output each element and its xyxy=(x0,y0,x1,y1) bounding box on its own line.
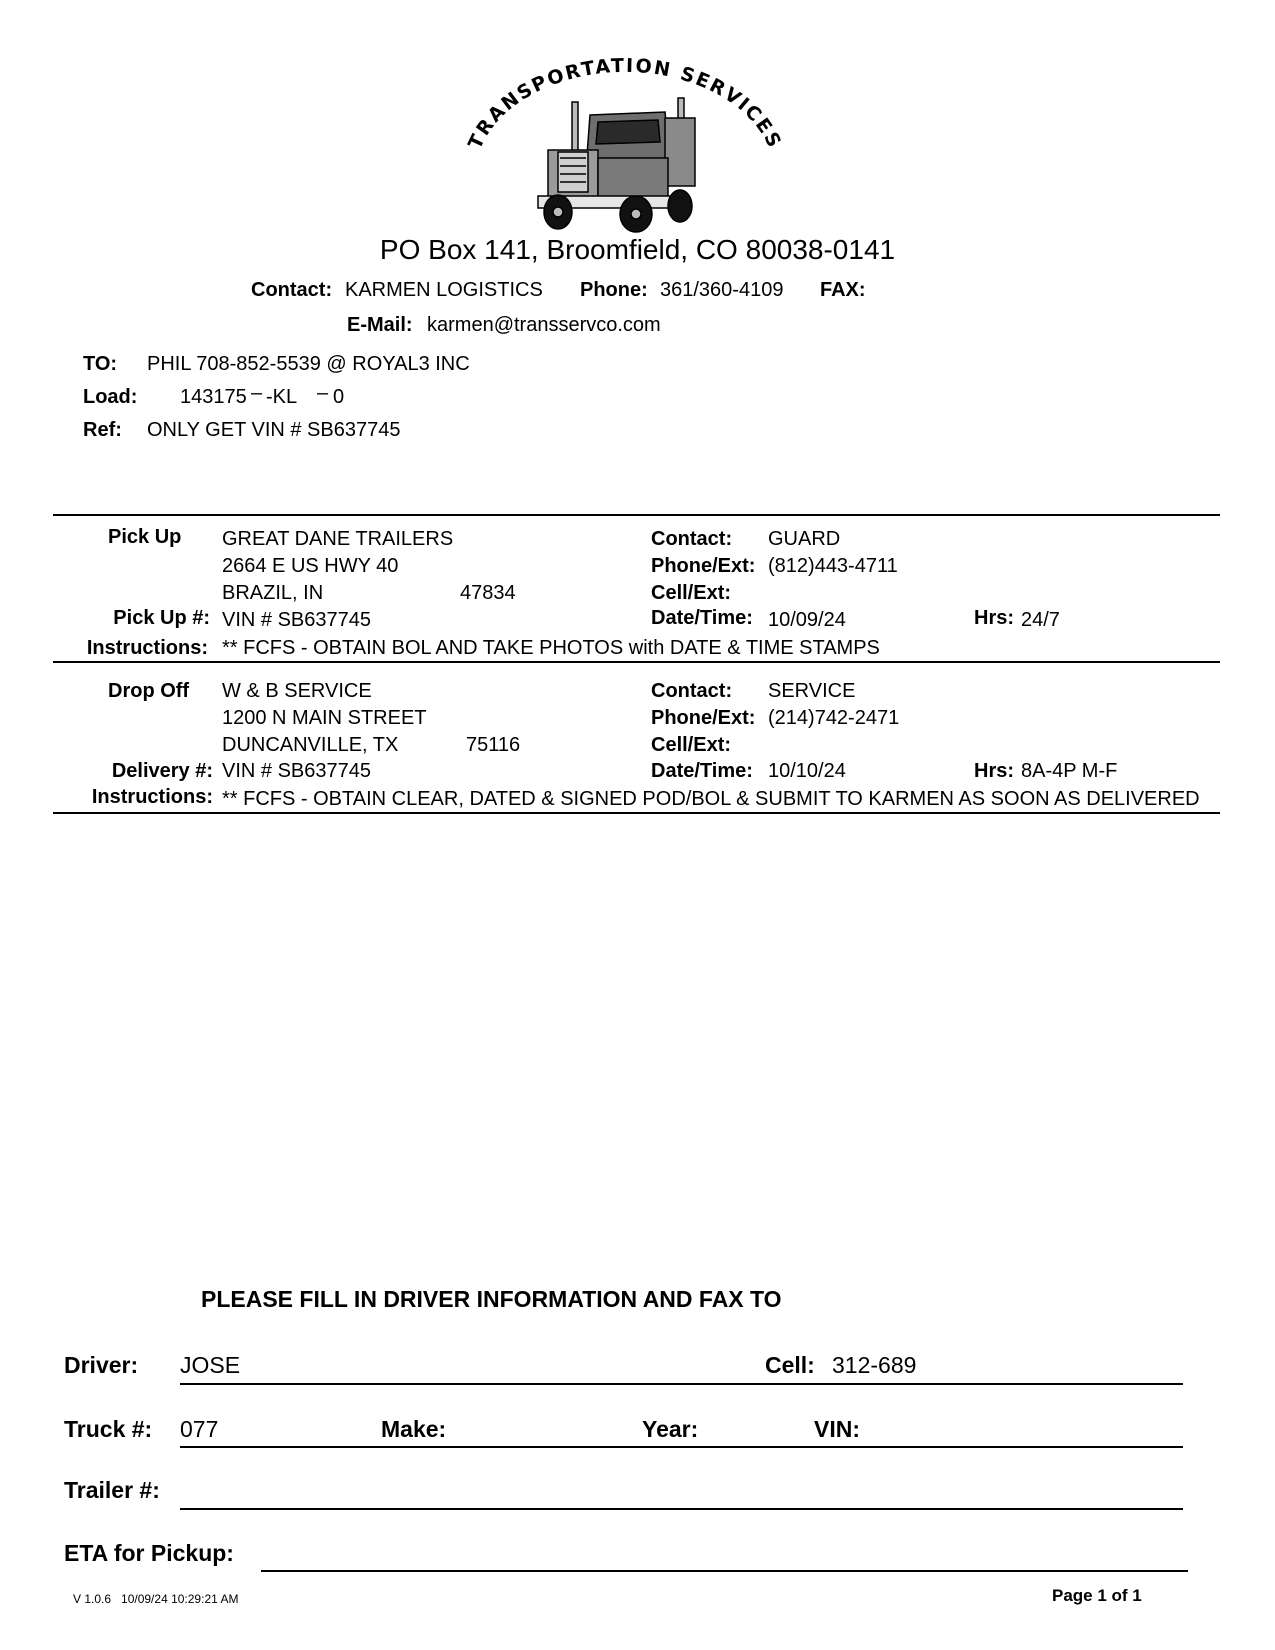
trailer-label: Trailer #: xyxy=(64,1477,160,1503)
dropoff-cell-label: Cell/Ext: xyxy=(651,734,732,756)
header-phone-value: 361/360-4109 xyxy=(660,279,784,301)
dropoff-phone-value: (214)742-2471 xyxy=(768,707,900,729)
year-label: Year: xyxy=(642,1416,699,1442)
pickup-top-rule xyxy=(53,514,1220,516)
pickup-instructions-label: Instructions: xyxy=(86,637,208,659)
load-dash-1: – xyxy=(251,382,263,404)
vin-label: VIN: xyxy=(814,1416,860,1442)
load-seq: 0 xyxy=(333,386,345,408)
driver-label: Driver: xyxy=(64,1352,139,1378)
pickup-number-value: VIN # SB637745 xyxy=(222,609,371,631)
eta-field[interactable] xyxy=(261,1570,1188,1572)
dropoff-bottom-rule xyxy=(53,812,1220,814)
pickup-datetime-label: Date/Time: xyxy=(651,607,753,629)
header-phone-label: Phone: xyxy=(580,279,648,301)
header-contact-label: Contact: xyxy=(251,279,333,301)
load-dash-2: – xyxy=(317,382,329,404)
load-label: Load: xyxy=(83,386,138,408)
logo-arc-text: TRANSPORTATION SERVICES xyxy=(464,54,786,153)
pickup-phone-value: (812)443-4711 xyxy=(768,555,898,577)
truck-number-field[interactable]: 077 xyxy=(180,1416,219,1442)
cell-field[interactable]: 312-689 xyxy=(832,1352,917,1378)
load-suffix: -KL xyxy=(266,386,298,408)
header-fax-label: FAX: xyxy=(820,279,866,301)
header-contact-value: KARMEN LOGISTICS xyxy=(345,279,543,301)
dropoff-name: W & B SERVICE xyxy=(222,680,372,702)
ref-value: ONLY GET VIN # SB637745 xyxy=(147,419,401,441)
pickup-cell-label: Cell/Ext: xyxy=(651,582,732,604)
dropoff-zip: 75116 xyxy=(466,734,521,756)
to-label: TO: xyxy=(83,353,118,375)
driver-name-field[interactable]: JOSE xyxy=(180,1352,241,1378)
truck-icon xyxy=(538,98,695,232)
header-email-value: karmen@transservco.com xyxy=(427,314,661,336)
pickup-name: GREAT DANE TRAILERS xyxy=(222,528,454,550)
make-label: Make: xyxy=(381,1416,447,1442)
dropoff-instructions-label: Instructions: xyxy=(91,786,213,808)
dropoff-instructions-value: ** FCFS - OBTAIN CLEAR, DATED & SIGNED POD/BOL & SUBMIT TO KARMEN AS SOON AS DELIVERED xyxy=(222,788,1200,810)
pickup-number-label: Pick Up #: xyxy=(113,607,210,629)
truck-label: Truck #: xyxy=(64,1416,153,1442)
company-logo xyxy=(460,40,800,240)
driver-form-heading: PLEASE FILL IN DRIVER INFORMATION AND FAX TO xyxy=(201,1286,782,1312)
dropoff-address: 1200 N MAIN STREET xyxy=(222,707,427,729)
dropoff-hrs-value: 8A-4P M-F xyxy=(1021,760,1118,782)
pickup-section-label: Pick Up xyxy=(108,526,182,548)
dropoff-top-rule xyxy=(53,661,1220,663)
company-address: PO Box 141, Broomfield, CO 80038-0141 xyxy=(379,234,896,265)
to-value: PHIL 708-852-5539 @ ROYAL3 INC xyxy=(147,353,470,375)
footer-page-number: Page 1 of 1 xyxy=(1052,1586,1142,1605)
dropoff-number-label: Delivery #: xyxy=(111,760,213,782)
header-email-label: E-Mail: xyxy=(347,314,413,336)
pickup-address: 2664 E US HWY 40 xyxy=(222,555,399,577)
pickup-zip: 47834 xyxy=(460,582,516,604)
cell-label: Cell: xyxy=(765,1352,815,1378)
dropoff-contact-value: SERVICE xyxy=(768,680,856,702)
dropoff-phone-label: Phone/Ext: xyxy=(651,707,756,729)
dropoff-section-label: Drop Off xyxy=(108,680,190,702)
pickup-datetime-value: 10/09/24 xyxy=(768,609,846,631)
pickup-instructions-value: ** FCFS - OBTAIN BOL AND TAKE PHOTOS with DATE & TIME STAMPS xyxy=(222,637,880,659)
pickup-city: BRAZIL, IN xyxy=(222,582,324,604)
driver-underline xyxy=(180,1383,1183,1385)
dropoff-contact-label: Contact: xyxy=(651,680,733,702)
truck-underline xyxy=(180,1446,1183,1448)
dropoff-number-value: VIN # SB637745 xyxy=(222,760,371,782)
trailer-number-field[interactable] xyxy=(180,1508,1183,1510)
pickup-hrs-label: Hrs: xyxy=(974,607,1015,629)
pickup-contact-value: GUARD xyxy=(768,528,841,550)
pickup-phone-label: Phone/Ext: xyxy=(651,555,756,577)
pickup-hrs-value: 24/7 xyxy=(1021,609,1060,631)
footer-version: V 1.0.6 10/09/24 10:29:21 AM xyxy=(73,1592,239,1606)
ref-label: Ref: xyxy=(83,419,122,441)
dropoff-datetime-label: Date/Time: xyxy=(651,760,753,782)
dropoff-datetime-value: 10/10/24 xyxy=(768,760,846,782)
dropoff-hrs-label: Hrs: xyxy=(974,760,1015,782)
load-number: 143175 xyxy=(180,386,247,408)
dropoff-city: DUNCANVILLE, TX xyxy=(222,734,399,756)
pickup-contact-label: Contact: xyxy=(651,528,733,550)
eta-label: ETA for Pickup: xyxy=(64,1540,234,1566)
